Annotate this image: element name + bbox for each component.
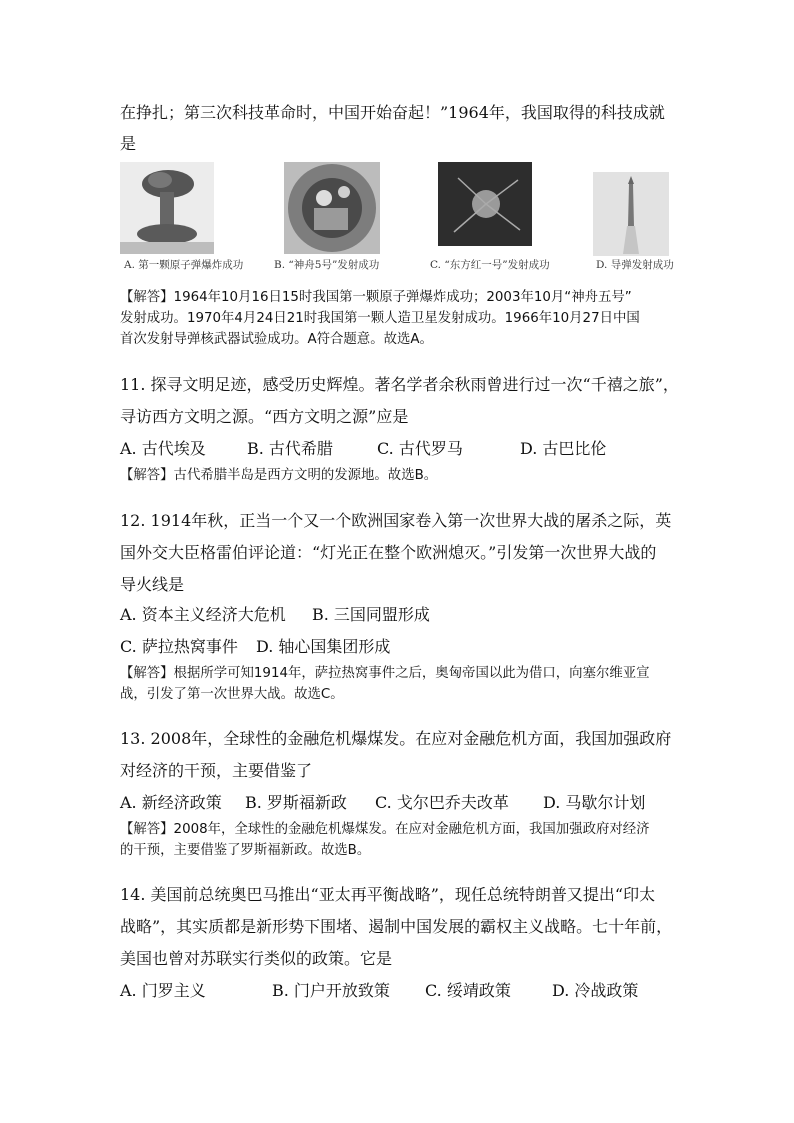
- answer-text: 【解答】古代希腊半岛是西方文明的发源地。故选B。: [120, 468, 438, 483]
- image-caption-c: C. “东方红一号”发射成功: [430, 259, 550, 271]
- answer-text: 【解答】1964年10月16日15时我国第一颗原子弹爆炸成功；2003年10月“神舟五号”: [120, 290, 632, 305]
- option-d: D. 古巴比伦: [520, 439, 607, 458]
- option-a: A. 古代埃及: [120, 439, 206, 458]
- answer-text: 的干预，主要借鉴了罗斯福新政。故选B。: [120, 843, 371, 858]
- question-text: 11. 探寻文明足迹，感受历史辉煌。著名学者余秋雨曾进行过一次“千禧之旅”，: [120, 375, 679, 394]
- option-d: D. 轴心国集团形成: [256, 637, 391, 656]
- option-c: C. 萨拉热窝事件: [120, 637, 238, 656]
- question-text: 寻访西方文明之源。“西方文明之源”应是: [120, 407, 409, 426]
- atomic-bomb-photo: [120, 162, 214, 254]
- question-text: 14. 美国前总统奥巴马推出“亚太再平衡战略”，现任总统特朗普又提出“印太: [120, 885, 656, 904]
- option-b: B. 古代希腊: [247, 439, 333, 458]
- missile-launch-photo: [593, 172, 669, 256]
- question-text: 美国也曾对苏联实行类似的政策。它是: [120, 949, 393, 968]
- question-text: 12. 1914年秋，正当一个又一个欧洲国家卷入第一次世界大战的屠杀之际，英: [120, 511, 672, 530]
- option-a: A. 门罗主义: [120, 981, 206, 1000]
- question-text: 国外交大臣格雷伯评论道：“灯光正在整个欧洲熄灭。”引发第一次世界大战的: [120, 543, 657, 562]
- option-b: B. 门户开放致策: [272, 981, 390, 1000]
- image-caption-d: D. 导弹发射成功: [596, 259, 674, 271]
- question-text: 在挣扎；第三次科技革命时，中国开始奋起！”1964年，我国取得的科技成就: [120, 103, 665, 122]
- answer-text: 战，引发了第一次世界大战。故选C。: [120, 687, 344, 702]
- option-c: C. 绥靖政策: [425, 981, 511, 1000]
- option-b: B. 罗斯福新政: [245, 793, 347, 812]
- option-d: D. 冷战政策: [552, 981, 639, 1000]
- option-a: A. 资本主义经济大危机: [120, 605, 286, 624]
- question-text: 战略”，其实质都是新形势下围堵、遏制中国发展的霸权主义战略。七十年前，: [120, 917, 673, 936]
- answer-text: 【解答】2008年，全球性的金融危机爆煤发。在应对金融危机方面，我国加强政府对经济: [120, 822, 650, 837]
- dongfanghong-1-photo: [438, 162, 532, 246]
- question-text: 是: [120, 134, 137, 153]
- image-caption-b: B. “神舟5号”发射成功: [274, 259, 380, 271]
- option-b: B. 三国同盟形成: [312, 605, 430, 624]
- question-text: 对经济的干预，主要借鉴了: [120, 761, 313, 780]
- option-a: A. 新经济政策: [120, 793, 222, 812]
- question-text: 导火线是: [120, 575, 185, 594]
- option-c: C. 戈尔巴乔夫改革: [375, 793, 509, 812]
- answer-text: 首次发射导弹核武器试验成功。A符合题意。故选A。: [120, 332, 433, 347]
- image-caption-a: A. 第一颗原子弹爆炸成功: [124, 259, 244, 271]
- answer-text: 发射成功。1970年4月24日21时我国第一颗人造卫星发射成功。1966年10月27日中国: [120, 311, 640, 326]
- option-c: C. 古代罗马: [377, 439, 463, 458]
- shenzhou-5-photo: [284, 162, 380, 254]
- option-d: D. 马歇尔计划: [543, 793, 646, 812]
- answer-text: 【解答】根据所学可知1914年，萨拉热窝事件之后，奥匈帝国以此为借口，向塞尔维亚宣: [120, 666, 650, 681]
- question-text: 13. 2008年，全球性的金融危机爆煤发。在应对金融危机方面，我国加强政府: [120, 729, 672, 748]
